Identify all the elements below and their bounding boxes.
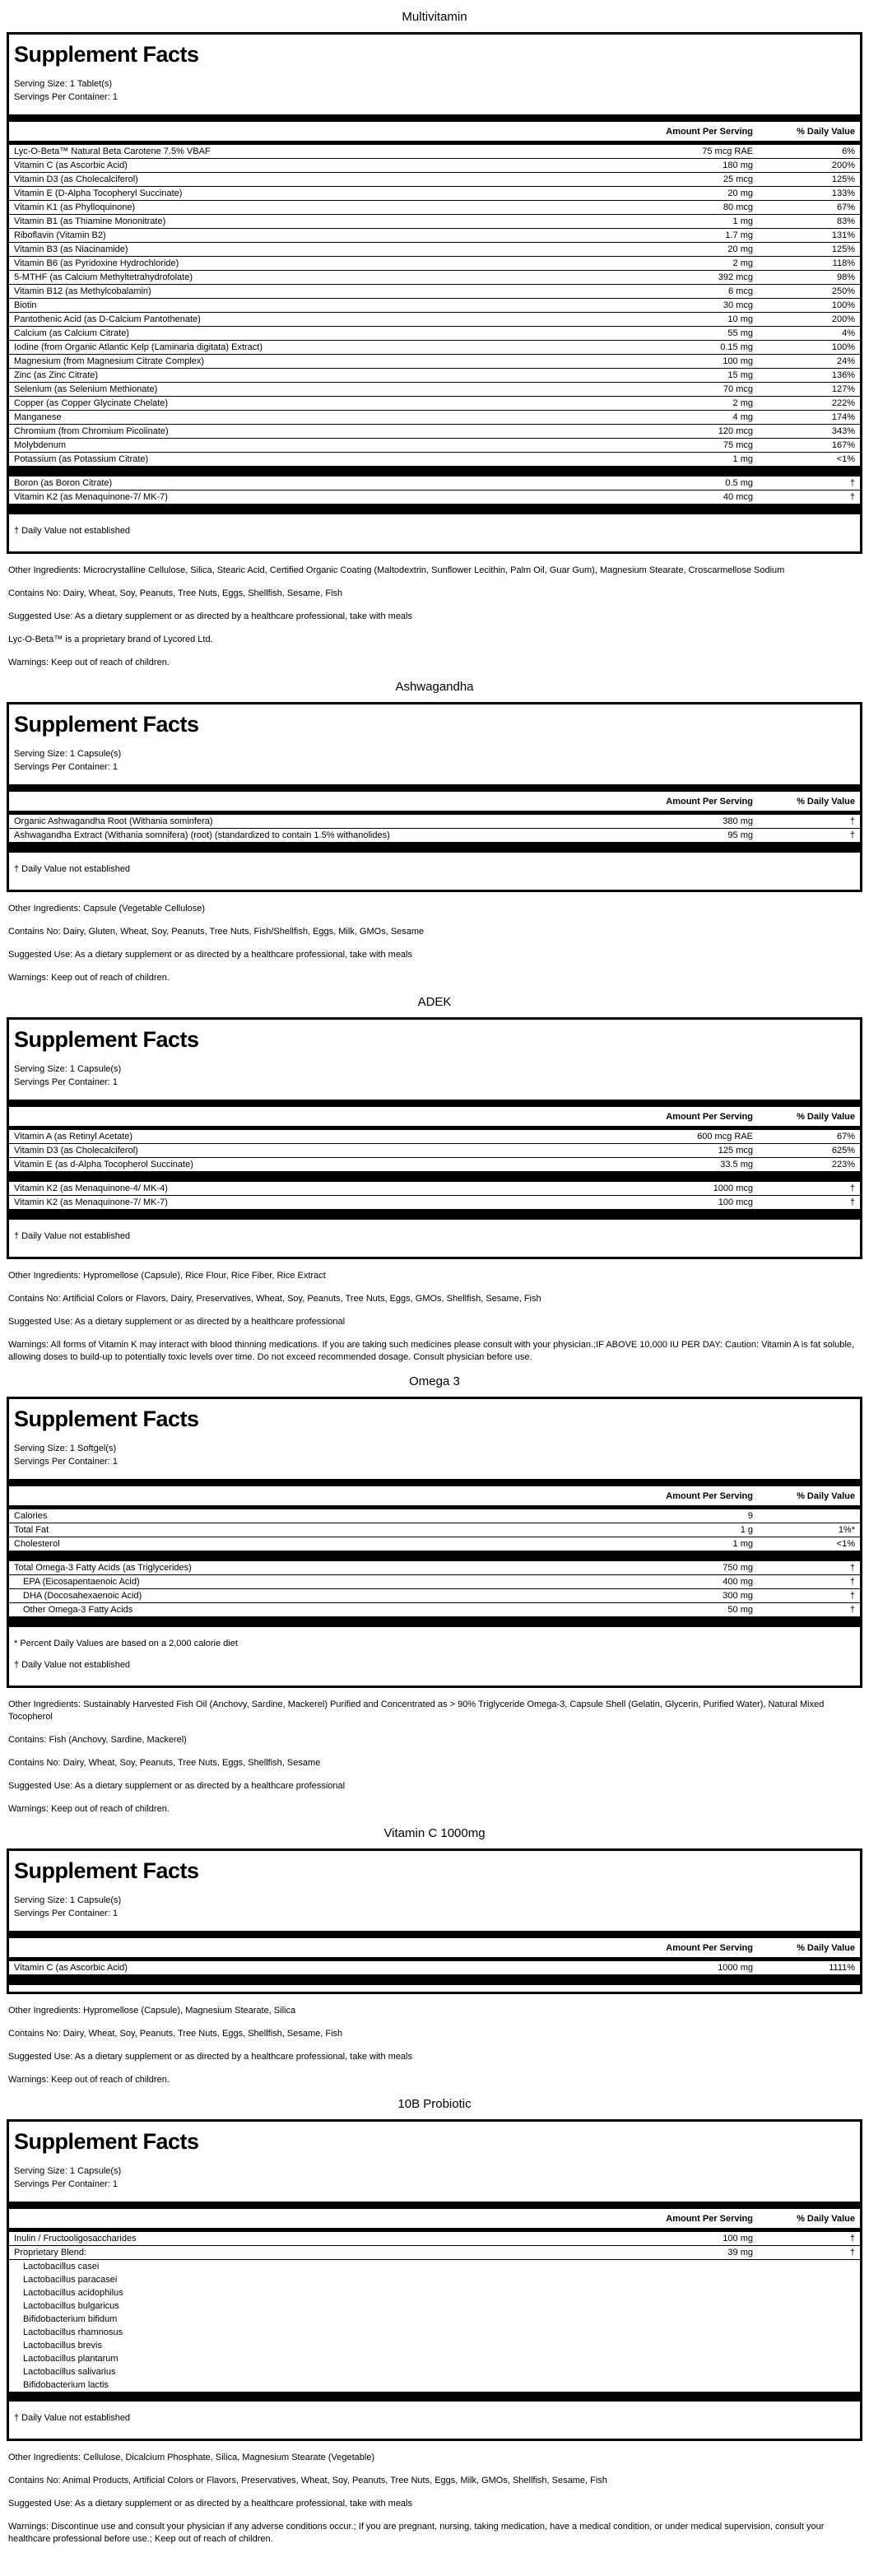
ingredient-row xyxy=(9,491,860,505)
ingredient-amount: 6 mcg xyxy=(728,286,753,296)
ingredient-daily-value: 125% xyxy=(831,244,855,254)
ingredient-name: Total Omega-3 Fatty Acids (as Triglycerides) xyxy=(14,1563,192,1573)
ingredient-amount: 0.5 mg xyxy=(725,478,753,488)
footer-text: Other Ingredients: Hypromellose (Capsule), Magnesium Stearate, Silica xyxy=(8,2006,296,2016)
ingredient-amount: 180 mg xyxy=(723,160,753,170)
ingredient-daily-value: 127% xyxy=(831,384,855,394)
ingredient-row xyxy=(9,2378,860,2392)
ingredient-name: Organic Ashwagandha Root (Withania sominfera) xyxy=(14,816,213,826)
separator-bar xyxy=(9,843,860,853)
ingredient-name: Potassium (as Potassium Citrate) xyxy=(14,454,149,464)
ingredient-row xyxy=(9,383,860,397)
ingredient-amount: 120 mcg xyxy=(718,426,753,436)
ingredient-row xyxy=(9,1144,860,1158)
ingredient-daily-value: † xyxy=(849,830,855,840)
thick-divider-bar xyxy=(9,1931,860,1938)
ingredient-daily-value: 100% xyxy=(831,300,855,310)
serving-size-line: Serving Size: 1 Capsule(s) xyxy=(14,2166,122,2176)
ingredient-row xyxy=(9,2365,860,2378)
ingredient-amount: 20 mg xyxy=(727,244,753,254)
ingredient-name: Calcium (as Calcium Citrate) xyxy=(14,328,129,338)
ingredient-name: Lactobacillus plantarum xyxy=(23,2354,118,2364)
ingredient-daily-value: 4% xyxy=(842,328,855,338)
ingredient-amount: 100 mcg xyxy=(718,1197,753,1207)
ingredient-daily-value: † xyxy=(849,492,855,502)
footnotes xyxy=(9,2402,860,2439)
ingredient-daily-value: 125% xyxy=(831,174,855,184)
supplement-facts-panel xyxy=(7,1397,862,1688)
amount-per-serving-header: Amount Per Serving xyxy=(666,1491,753,1501)
ingredient-name: Vitamin K2 (as Menaquinone-7/ MK-7) xyxy=(14,492,168,502)
ingredient-amount: 9 xyxy=(747,1511,753,1521)
amount-per-serving-header: Amount Per Serving xyxy=(666,2214,753,2224)
ingredient-row xyxy=(9,2326,860,2339)
ingredient-row xyxy=(9,425,860,439)
footer-text: Contains No: Artificial Colors or Flavors, Dairy, Preservatives, Wheat, Soy, Peanuts, Tree Nuts, Eggs, GMOs, Shellfish, Sesame, Fish xyxy=(8,1294,541,1304)
ingredient-amount: 125 mcg xyxy=(718,1146,753,1155)
ingredient-daily-value: 6% xyxy=(842,146,855,156)
ingredient-name: Iodine (from Organic Atlantic Kelp (Laminaria digitata) Extract) xyxy=(14,342,263,352)
ingredient-row xyxy=(9,271,860,285)
ingredient-daily-value: † xyxy=(849,1577,855,1587)
supplement-facts-panel xyxy=(7,2119,862,2441)
ingredient-daily-value: † xyxy=(849,1605,855,1615)
ingredient-amount: 4 mg xyxy=(732,412,753,422)
thick-divider-bar xyxy=(9,1479,860,1486)
footnotes xyxy=(9,853,860,890)
ingredient-daily-value: 67% xyxy=(836,1132,855,1142)
ingredient-row xyxy=(9,2273,860,2286)
ingredient-row xyxy=(9,145,860,159)
ingredient-name: Vitamin E (as d-Alpha Tocopherol Succinate) xyxy=(14,1160,193,1169)
ingredient-row xyxy=(9,1509,860,1523)
ingredient-daily-value: † xyxy=(849,2234,855,2244)
ingredient-daily-value: † xyxy=(849,816,855,826)
section-title: 10B Probiotic xyxy=(397,2097,472,2111)
ingredient-amount: 95 mg xyxy=(727,830,753,840)
servings-per-container-line: Servings Per Container: 1 xyxy=(14,1909,118,1918)
ingredient-row xyxy=(9,187,860,201)
ingredient-name: Lactobacillus bulgaricus xyxy=(23,2301,119,2311)
section-title: Ashwagandha xyxy=(395,680,474,694)
ingredient-daily-value: 174% xyxy=(831,412,855,422)
ingredient-amount: 392 mcg xyxy=(718,272,753,282)
ingredient-daily-value: 200% xyxy=(831,160,855,170)
separator-bar xyxy=(9,1975,860,1985)
ingredient-row xyxy=(9,229,860,243)
footer-text: Contains No: Dairy, Wheat, Soy, Peanuts, Tree Nuts, Eggs, Shellfish, Sesame, Fish xyxy=(8,2029,343,2039)
ingredient-amount: 1 mg xyxy=(732,216,753,226)
footer-text: Suggested Use: As a dietary supplement or as directed by a healthcare professional xyxy=(8,1317,346,1327)
ingredient-amount: 1.7 mg xyxy=(725,230,753,240)
ingredient-name: Biotin xyxy=(14,300,37,310)
ingredient-amount: 10 mg xyxy=(727,314,753,324)
ingredient-amount: 30 mcg xyxy=(723,300,753,310)
ingredient-name: Boron (as Boron Citrate) xyxy=(14,478,113,488)
footer-text: Warnings: Discontinue use and consult your physician if any adverse conditions occur.; If you are pregnant, nursing, taking medication, have a medical condition, or under medical supervision, consult your healthcare professional before use.; Keep out of reach of children. xyxy=(8,2522,825,2544)
ingredient-name: Lactobacillus acidophilus xyxy=(23,2288,123,2298)
ingredient-daily-value: 24% xyxy=(836,356,855,366)
footer-text: Warnings: Keep out of reach of children. xyxy=(8,2075,170,2085)
daily-value-header: % Daily Value xyxy=(797,797,855,807)
ingredient-name: Lactobacillus casei xyxy=(23,2262,100,2271)
footnotes xyxy=(9,1627,860,1686)
ingredient-name: Vitamin B6 (as Pyridoxine Hydrochloride) xyxy=(14,258,179,268)
footer-text: Contains No: Dairy, Wheat, Soy, Peanuts, Tree Nuts, Eggs, Shellfish, Sesame, Fish xyxy=(8,588,343,598)
ingredient-daily-value: † xyxy=(849,1183,855,1193)
ingredient-row xyxy=(9,215,860,229)
footer-text: Suggested Use: As a dietary supplement or as directed by a healthcare professional xyxy=(8,1781,346,1791)
ingredient-row xyxy=(9,439,860,453)
ingredient-amount: 300 mg xyxy=(723,1591,753,1601)
ingredient-daily-value: 167% xyxy=(831,440,855,450)
thick-divider-bar xyxy=(9,2202,860,2209)
ingredient-daily-value: 100% xyxy=(831,342,855,352)
ingredient-name: Riboflavin (Vitamin B2) xyxy=(14,230,106,240)
ingredient-daily-value: 1%* xyxy=(838,1525,855,1535)
supplement-section-adek xyxy=(7,995,862,1364)
ingredient-row xyxy=(9,2286,860,2299)
footer-text: Suggested Use: As a dietary supplement or as directed by a healthcare professional, take with meals xyxy=(8,611,412,621)
ingredient-daily-value: 343% xyxy=(831,426,855,436)
ingredient-name: Vitamin E (D-Alpha Tocopheryl Succinate) xyxy=(14,188,183,198)
ingredient-daily-value: 250% xyxy=(831,286,855,296)
ingredient-name: Lactobacillus rhamnosus xyxy=(23,2327,123,2337)
supplement-section-10b-probiotic xyxy=(7,2097,862,2546)
ingredient-name: Vitamin A (as Retinyl Acetate) xyxy=(14,1132,133,1142)
ingredient-daily-value: <1% xyxy=(836,1539,855,1549)
supplement-section-omega-3 xyxy=(7,1374,862,1816)
footer-text: Other Ingredients: Hypromellose (Capsule), Rice Flour, Rice Fiber, Rice Extract xyxy=(8,1271,326,1281)
ingredient-amount: 380 mg xyxy=(723,816,753,826)
ingredient-name: Vitamin D3 (as Cholecalciferol) xyxy=(14,174,138,184)
ingredient-amount: 70 mcg xyxy=(723,384,753,394)
supplement-facts-panel xyxy=(7,32,862,554)
footnote: † Daily Value not established xyxy=(14,1231,131,1241)
ingredient-row xyxy=(9,2299,860,2313)
daily-value-header: % Daily Value xyxy=(797,1943,855,1953)
ingredient-row xyxy=(9,1575,860,1589)
separator-bar xyxy=(9,1551,860,1561)
section-title: ADEK xyxy=(417,995,452,1009)
ingredient-row xyxy=(9,313,860,327)
ingredient-row xyxy=(9,369,860,383)
thick-divider-bar xyxy=(9,784,860,792)
panel-heading: Supplement Facts xyxy=(14,1407,199,1431)
ingredient-name: Manganese xyxy=(14,412,62,422)
ingredient-name: Vitamin B12 (as Methylcobalamin) xyxy=(14,286,151,296)
ingredient-amount: 1 mg xyxy=(732,454,753,464)
ingredient-row xyxy=(9,397,860,411)
ingredient-daily-value: † xyxy=(849,1591,855,1601)
separator-bar xyxy=(9,467,860,477)
servings-per-container-line: Servings Per Container: 1 xyxy=(14,1457,118,1467)
footnote: † Daily Value not established xyxy=(14,864,131,874)
ingredient-daily-value: † xyxy=(849,1563,855,1573)
ingredient-amount: 100 mg xyxy=(723,356,753,366)
ingredient-name: Copper (as Copper Glycinate Chelate) xyxy=(14,398,169,408)
supplement-facts-panel xyxy=(7,1848,862,1994)
section-title: Multivitamin xyxy=(402,10,467,24)
ingredient-row xyxy=(9,355,860,369)
footer-text: Warnings: Keep out of reach of children. xyxy=(8,973,170,983)
ingredient-row xyxy=(9,2246,860,2260)
ingredient-amount: 1 g xyxy=(740,1525,753,1535)
footer-text: Other Ingredients: Capsule (Vegetable Cellulose) xyxy=(8,904,206,914)
supplement-section-vitamin-c-1000mg xyxy=(7,1826,862,2086)
ingredient-row xyxy=(9,411,860,425)
ingredient-name: Vitamin C (as Ascorbic Acid) xyxy=(14,160,128,170)
ingredient-row xyxy=(9,815,860,829)
ingredient-daily-value: 1111% xyxy=(829,1963,855,1973)
section-title: Vitamin C 1000mg xyxy=(383,1826,486,1840)
ingredient-row xyxy=(9,341,860,355)
supplement-section-ashwagandha xyxy=(7,680,862,984)
ingredient-row xyxy=(9,1603,860,1617)
footer-text: Contains No: Animal Products, Artificial Colors or Flavors, Preservatives, Wheat, Soy, Peanuts, Tree Nuts, Eggs, Milk, GMOs, Shellfish, Sesame, Fish xyxy=(8,2476,607,2485)
footer-text: Warnings: Keep out of reach of children. xyxy=(8,1804,170,1814)
daily-value-header: % Daily Value xyxy=(797,2214,855,2224)
ingredient-amount: 1000 mg xyxy=(718,1963,753,1973)
footnote: † Daily Value not established xyxy=(14,1660,131,1670)
panel-heading: Supplement Facts xyxy=(14,2129,199,2154)
supplement-section-multivitamin xyxy=(7,10,862,669)
ingredient-name: Vitamin K1 (as Phylloquinone) xyxy=(14,202,136,212)
separator-bar xyxy=(9,1172,860,1182)
footer-text: Lyc-O-Beta™ is a proprietary brand of Lycored Ltd. xyxy=(8,635,213,644)
column-header-row xyxy=(9,2209,860,2228)
ingredient-row xyxy=(9,2352,860,2365)
panel-heading: Supplement Facts xyxy=(14,712,199,737)
ingredient-row xyxy=(9,453,860,467)
ingredient-amount: 39 mg xyxy=(727,2248,753,2257)
daily-value-header: % Daily Value xyxy=(797,127,855,137)
ingredient-amount: 75 mcg RAE xyxy=(702,146,753,156)
ingredient-amount: 0.15 mg xyxy=(720,342,753,352)
thick-divider-bar xyxy=(9,114,860,122)
ingredient-amount: 1000 mcg xyxy=(713,1183,753,1193)
column-header-row xyxy=(9,1107,860,1126)
ingredient-name: Lactobacillus brevis xyxy=(23,2341,102,2350)
separator-bar xyxy=(9,1617,860,1627)
serving-size-line: Serving Size: 1 Capsule(s) xyxy=(14,1064,122,1074)
ingredient-name: Bifidobacterium lactis xyxy=(23,2380,109,2390)
panel-heading: Supplement Facts xyxy=(14,1858,199,1883)
ingredient-daily-value: 200% xyxy=(831,314,855,324)
ingredient-daily-value: 83% xyxy=(836,216,855,226)
servings-per-container-line: Servings Per Container: 1 xyxy=(14,92,118,102)
footer-text: Suggested Use: As a dietary supplement or as directed by a healthcare professional, take with meals xyxy=(8,2052,412,2062)
ingredient-amount: 33.5 mg xyxy=(720,1160,753,1169)
ingredient-name: Cholesterol xyxy=(14,1539,60,1549)
ingredient-name: Lactobacillus salivarius xyxy=(23,2367,116,2377)
amount-per-serving-header: Amount Per Serving xyxy=(666,797,753,807)
daily-value-header: % Daily Value xyxy=(797,1491,855,1501)
footer-text: Other Ingredients: Sustainably Harvested Fish Oil (Anchovy, Sardine, Mackerel) Purified and Concentrated as > 90% Triglyceride Omega-3, Capsule Shell (Gelatin, Glycerin, Purified Water), Natural Mixed Tocopherol xyxy=(8,1700,825,1722)
footer-text: Contains: Fish (Anchovy, Sardine, Mackerel) xyxy=(8,1735,187,1745)
footer-text: Contains No: Dairy, Gluten, Wheat, Soy, Peanuts, Tree Nuts, Fish/Shellfish, Eggs, Milk, GMOs, Sesame xyxy=(8,927,425,937)
ingredient-name: Other Omega-3 Fatty Acids xyxy=(23,1605,133,1615)
column-header-row xyxy=(9,1486,860,1505)
ingredient-name: Chromium (from Chromium Picolinate) xyxy=(14,426,169,436)
ingredient-amount: 2 mg xyxy=(732,398,753,408)
footer-text: Suggested Use: As a dietary supplement or as directed by a healthcare professional, take with meals xyxy=(8,2499,412,2509)
serving-size-line: Serving Size: 1 Capsule(s) xyxy=(14,1895,122,1905)
ingredient-row xyxy=(9,1130,860,1144)
ingredient-name: Inulin / Fructooligosaccharides xyxy=(14,2234,137,2244)
amount-per-serving-header: Amount Per Serving xyxy=(666,1943,753,1953)
ingredient-row xyxy=(9,243,860,257)
panel-heading: Supplement Facts xyxy=(14,42,199,67)
ingredient-amount: 2 mg xyxy=(732,258,753,268)
ingredient-row xyxy=(9,1196,860,1210)
footer-text: Contains No: Dairy, Wheat, Soy, Peanuts, Tree Nuts, Eggs, Shellfish, Sesame xyxy=(8,1758,321,1768)
ingredient-daily-value: 625% xyxy=(831,1146,855,1155)
separator-bar xyxy=(9,1210,860,1220)
ingredient-amount: 40 mcg xyxy=(723,492,753,502)
ingredient-amount: 75 mcg xyxy=(723,440,753,450)
ingredient-row xyxy=(9,327,860,341)
column-header-row xyxy=(9,792,860,811)
servings-per-container-line: Servings Per Container: 1 xyxy=(14,762,118,772)
ingredient-name: Lyc-O-Beta™ Natural Beta Carotene 7.5% VBAF xyxy=(14,146,211,156)
ingredient-name: Bifidobacterium bifidum xyxy=(23,2314,118,2324)
ingredient-name: Vitamin C (as Ascorbic Acid) xyxy=(14,1963,128,1973)
ingredient-name: Ashwagandha Extract (Withania somnifera) (root) (standardized to contain 1.5% withanolides) xyxy=(14,830,390,840)
ingredient-name: Calories xyxy=(14,1511,48,1521)
ingredient-amount: 1 mg xyxy=(732,1539,753,1549)
ingredient-daily-value: † xyxy=(849,2248,855,2257)
ingredient-row xyxy=(9,1182,860,1196)
ingredient-daily-value: 223% xyxy=(831,1160,855,1169)
ingredient-name: DHA (Docosahexaenoic Acid) xyxy=(23,1591,142,1601)
ingredient-row xyxy=(9,159,860,173)
ingredient-row xyxy=(9,2260,860,2273)
ingredient-row xyxy=(9,477,860,491)
serving-size-line: Serving Size: 1 Capsule(s) xyxy=(14,749,122,759)
ingredient-name: Proprietary Blend: xyxy=(14,2248,87,2257)
ingredient-name: Total Fat xyxy=(14,1525,49,1535)
ingredient-name: Lactobacillus paracasei xyxy=(23,2275,118,2285)
separator-bar xyxy=(9,2392,860,2402)
footnotes xyxy=(9,1220,860,1257)
footnote: * Percent Daily Values are based on a 2,000 calorie diet xyxy=(14,1639,238,1648)
column-header-row xyxy=(9,122,860,141)
servings-per-container-line: Servings Per Container: 1 xyxy=(14,1077,118,1087)
servings-per-container-line: Servings Per Container: 1 xyxy=(14,2179,118,2189)
footer-text: Warnings: All forms of Vitamin K may interact with blood thinning medications. If you are taking such medicines please consult with your physician.;IF ABOVE 10,000 IU PER DAY: Caution: Vitamin A is fat soluble, allowing doses to build-up to potentially toxic levels over time. Do not exceed recommended dosage. Consult physician before use. xyxy=(8,1340,854,1362)
ingredient-row xyxy=(9,201,860,215)
ingredient-amount: 750 mg xyxy=(723,1563,753,1573)
serving-size-line: Serving Size: 1 Tablet(s) xyxy=(14,79,113,89)
ingredient-daily-value: 133% xyxy=(831,188,855,198)
ingredient-row xyxy=(9,1537,860,1551)
ingredient-daily-value: 118% xyxy=(832,258,855,268)
ingredient-amount: 55 mg xyxy=(727,328,753,338)
ingredient-amount: 25 mcg xyxy=(723,174,753,184)
footnote: † Daily Value not established xyxy=(14,526,131,536)
column-header-row xyxy=(9,1938,860,1957)
ingredient-row xyxy=(9,299,860,313)
ingredient-name: Vitamin K2 (as Menaquinone-7/ MK-7) xyxy=(14,1197,168,1207)
panel-bottom-gap xyxy=(9,1985,860,1992)
ingredient-amount: 600 mcg RAE xyxy=(697,1132,753,1142)
ingredient-daily-value: 98% xyxy=(836,272,855,282)
daily-value-header: % Daily Value xyxy=(797,1112,855,1122)
amount-per-serving-header: Amount Per Serving xyxy=(666,127,753,137)
footer-text: Other Ingredients: Cellulose, Dicalcium Phosphate, Silica, Magnesium Stearate (Vegetable) xyxy=(8,2453,375,2462)
footnote: † Daily Value not established xyxy=(14,2413,131,2423)
ingredient-name: Pantothenic Acid (as D-Calcium Pantothenate) xyxy=(14,314,201,324)
ingredient-name: Magnesium (from Magnesium Citrate Complex) xyxy=(14,356,205,366)
separator-bar xyxy=(9,505,860,514)
amount-per-serving-header: Amount Per Serving xyxy=(666,1112,753,1122)
ingredient-row xyxy=(9,829,860,843)
footer-text: Warnings: Keep out of reach of children. xyxy=(8,658,170,667)
ingredient-row xyxy=(9,1589,860,1603)
ingredient-amount: 100 mg xyxy=(723,2234,753,2244)
ingredient-name: Vitamin D3 (as Cholecalciferol) xyxy=(14,1146,138,1155)
supplement-facts-panel xyxy=(7,1017,862,1259)
ingredient-daily-value: 222% xyxy=(831,398,855,408)
ingredient-name: Selenium (as Selenium Methionate) xyxy=(14,384,158,394)
ingredient-name: 5-MTHF (as Calcium Methyltetrahydrofolate) xyxy=(14,272,193,282)
panel-heading: Supplement Facts xyxy=(14,1027,199,1052)
supplement-facts-panel xyxy=(7,702,862,892)
ingredient-amount: 20 mg xyxy=(727,188,753,198)
ingredient-name: Molybdenum xyxy=(14,440,66,450)
ingredient-daily-value: <1% xyxy=(836,454,855,464)
ingredient-row xyxy=(9,1158,860,1172)
thick-divider-bar xyxy=(9,1100,860,1107)
ingredient-daily-value: 67% xyxy=(836,202,855,212)
ingredient-name: Vitamin K2 (as Menaquinone-4/ MK-4) xyxy=(14,1183,168,1193)
ingredient-row xyxy=(9,257,860,271)
ingredient-row xyxy=(9,2339,860,2352)
ingredient-row xyxy=(9,1961,860,1975)
ingredient-daily-value: † xyxy=(849,1197,855,1207)
footer-text: Other Ingredients: Microcrystalline Cellulose, Silica, Stearic Acid, Certified Organic Coating (Maltodextrin, Sunflower Lecithin, Palm Oil, Guar Gum), Magnesium Stearate, Croscarmellose Sodium xyxy=(8,565,785,575)
ingredient-row xyxy=(9,2232,860,2246)
section-title: Omega 3 xyxy=(409,1374,460,1388)
ingredient-row xyxy=(9,1561,860,1575)
serving-size-line: Serving Size: 1 Softgel(s) xyxy=(14,1444,117,1453)
ingredient-amount: 15 mg xyxy=(727,370,753,380)
footnotes xyxy=(9,514,860,551)
ingredient-amount: 50 mg xyxy=(727,1605,753,1615)
ingredient-row xyxy=(9,173,860,187)
ingredient-name: EPA (Eicosapentaenoic Acid) xyxy=(23,1577,140,1587)
ingredient-row xyxy=(9,1523,860,1537)
ingredient-row xyxy=(9,285,860,299)
ingredient-amount: 80 mcg xyxy=(723,202,753,212)
ingredient-name: Zinc (as Zinc Citrate) xyxy=(14,370,99,380)
ingredient-name: Vitamin B3 (as Niacinamide) xyxy=(14,244,128,254)
ingredient-daily-value: † xyxy=(849,478,855,488)
ingredient-amount: 400 mg xyxy=(723,1577,753,1587)
ingredient-daily-value: 131% xyxy=(831,230,855,240)
ingredient-daily-value: 136% xyxy=(831,370,855,380)
ingredient-row xyxy=(9,2313,860,2326)
footer-text: Suggested Use: As a dietary supplement or as directed by a healthcare professional, take with meals xyxy=(8,950,412,960)
ingredient-name: Vitamin B1 (as Thiamine Mononitrate) xyxy=(14,216,166,226)
